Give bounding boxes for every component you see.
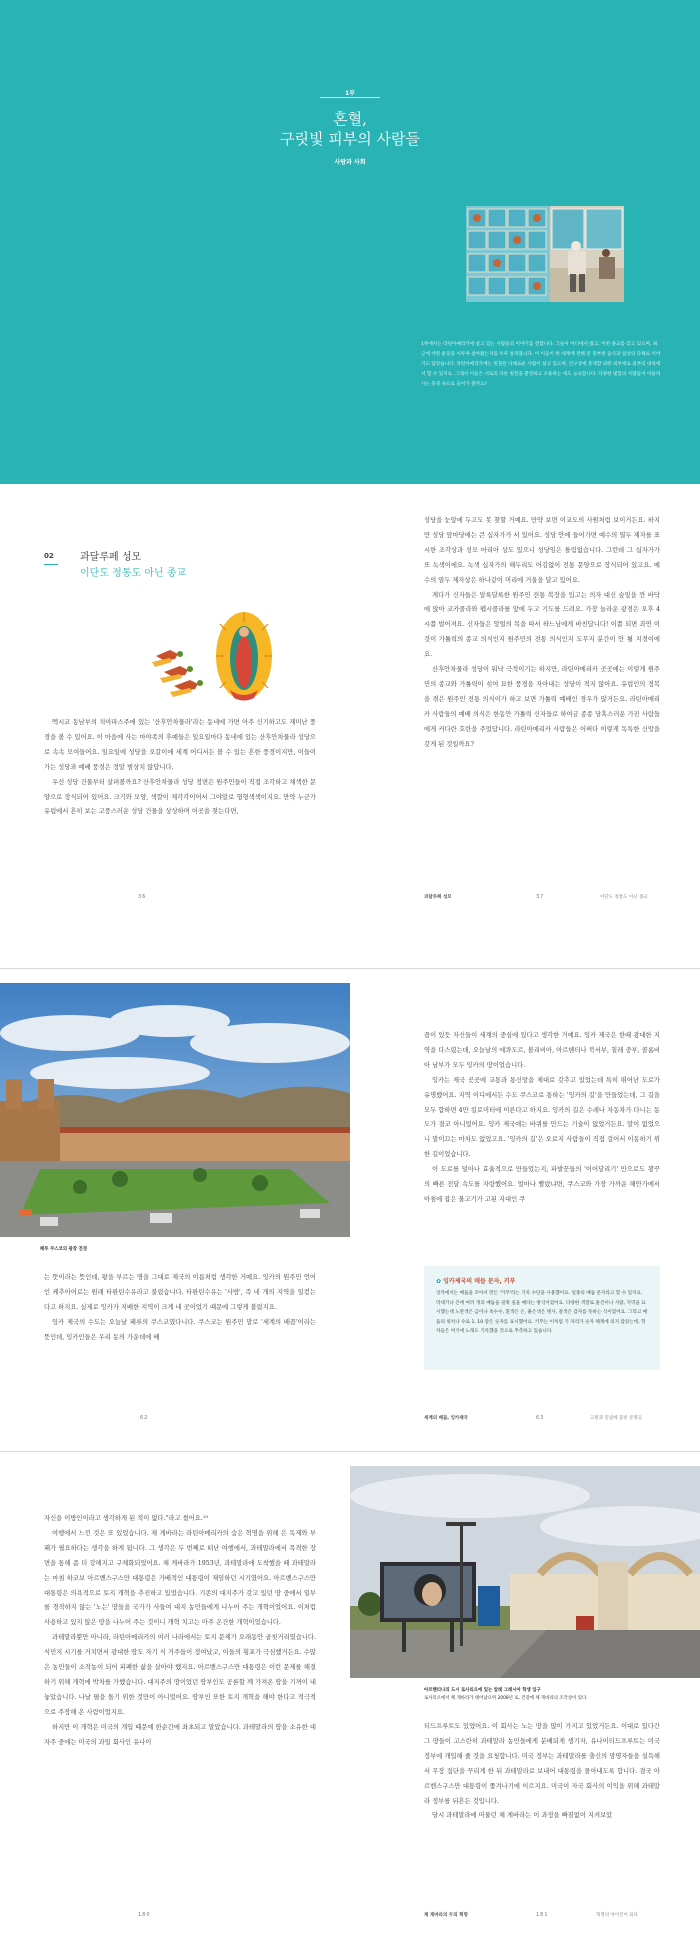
paragraph: 는 뜻이라는 뜻인데, 왕을 부르는 명을 그대로 제국의 이름처럼 생각한 거예요. 잉카의 원주민 언어인 케추아어로는 원래 타완틴수유라고 불렀습니다. 타완틴수유는 '사방', 즉 네 개의 지역을 일컫는다고 하지요. 실제로 잉카가 지배한 지역이 크게 네 곳이었기 때문에 그렇게 불렀지요. [44, 1274, 316, 1311]
box-title: 잉카제국의 매듭 문자, 키푸 [443, 1278, 516, 1285]
photo-caption [424, 1687, 588, 1703]
page-number: 62 [140, 1415, 149, 1421]
section-rule [44, 564, 58, 565]
chapter-rule [320, 97, 380, 98]
paragraph: 멕시코 동남부의 치아파스주에 있는 '산후안차물라'라는 동네에 가면 아주 신기하고도 재미난 풍경을 볼 수 있어요. 이 마을에 사는 마야족의 후예들은 일요일마다 동네에 있는 산후안차물라 성당으로 속속 모여들어요. 일요일에 성당을 오갈이에 세계 어디서든 볼 수 있는 흔한 풍경이지만, 이들이 가는 성당과 예배 풍경은 정말 범상치 않답니다. [44, 719, 316, 771]
page-number: 37 [536, 894, 545, 900]
spread-guadalupe [0, 484, 700, 968]
spread-che [0, 1452, 700, 1936]
che-billboard-photo [350, 1466, 700, 1678]
knot-icon: ✿ [436, 1278, 442, 1285]
chapter-title-line1: 혼혈, [333, 110, 367, 128]
running-footer-left: 과달루페 성모 [424, 895, 452, 900]
running-footer-right: 혁명의 아이콘이 되다 [596, 1913, 638, 1918]
paragraph: 당시 과테말라에 머물던 체 게바라는 이 과정을 빠짐없이 지켜보았 [432, 1812, 613, 1820]
body-text-right [424, 1029, 660, 1208]
caption-line: 로사리오에서 체 게바라가 태어났으며 2008년 로, 건강에 체 게바라의 조각상이 있다. [424, 1696, 588, 1701]
chapter-subtitle: 사람과 사회 [334, 159, 366, 166]
paragraph: 게다가 신자들은 알록달록한 원주민 전통 복장을 입고는 의자 대신 숲잎을 깐 바닥에 앉아 코카콜라와 펩시콜라를 앞에 두고 기도를 드려요. 가장 놀라운 광경은 오후 4시쯤 벌어져요. 신자들은 앙얼의 목을 따서 하느님에게 바친답니다! 이쯤 되면 과연 이것이 가톨릭의 종교 의식인지 원주민의 전통 의식인지 도무지 분간이 안 될 지경이에요. [424, 591, 660, 659]
cover-photo-tiled-wall [466, 206, 624, 302]
paragraph: 이 도로를 덜아나 효율적으로 만들었는지, 파발꾼들의 '이어달리기' 만으로도 꽝꾸의 빠른 전달 속도를 자랑했어요. 얼마나 빨랐냐면, 쿠스코와 가장 가까운 해안가에서 아침에 잡은 물고기가 고된 지대인 쿠 [424, 1166, 660, 1203]
page-number: 36 [138, 894, 147, 900]
paragraph: 산후안차물라 성당이 워낙 극적이기는 하지만, 라틴아메리카 곳곳에는 이렇게 원주민의 종교와 가톨릭이 섞여 묘한 풍경을 자아내는 성당이 적지 않아요. 유럽인의 정복을 겪은 원주민 전통 의식이가 하고 보면 가톨릭 예배인 경우가 많거든요. 라틴아메리카 사람들의 예배 의식은 한동안 가톨릭 신자들로 하여금 종종 당혹스러운 가진 사람들에게 커다란 호란을 주었답니다. 라틴아메리카 사람들은 어쩌다 이렇게 독특한 신앙을 갖게 된 것일까요? [424, 666, 660, 748]
box-text: 잉카에서는 매듭을 꼬아서 만든 '키푸'라는 기록 수단을 사용했어요. 일종의 매듭 문자라고 할 수 있지요. 막대기나 끈에 여러 개의 매듭을 길쭉 실을 매다는 방식이었어요. 다양한 색깔로 물건이나 사람, 지역을 표시했는데 노란색은 금이나 옥수수, 흰색은 은, 붉은색은 병사, 갈색은 감자를 뜻하는 식이었어요. 그리고 매듭의 위치나 수로 1, 10 같은 숫자를 표시했어요. 키푸는 이처럼 기 자리가 숫자 체계에 의지 않았는데, 학자들은 여기에 노래도 기록했을 것으로 추측하고 있습니다. [436, 1291, 648, 1334]
chapter-intro-text: 1부에서는 라틴아메리카에 살고 있는 사람들의 이야기를 전합니다. 그들이 어디에서 왔고, 어떤 종교를 갖고 있으며, 최근에 어떤 운동을 이루며 살아왔는지를 두루 살펴봅니다. 이 이들이 한 세계에 전해 준 풍부한 음식과 일상의 다채로 이야기도 담았습니다. 라틴아메리카에는 원칠된 다채로운 사람이 살고 있으며, 인구상에 혼재할 외한 외부세로 외부의 대륙에서 할 수 있지요. 그래서 이들은 서로의 다른 빛깔을 환영하고 포용하는 데도 능숙합니다. 다양한 빛깔의 사람들이 어울려 사는 풍경 속으로 들어가 볼까요? [421, 342, 661, 387]
spread-inca [0, 969, 700, 1451]
paragraph: 여행에서 느낀 것은 또 있었습니다. 제 게바라는 라틴아메리카의 숨은 혁명을 위해 은 독재와 부패가 필요하다는 생각을 하게 됩니다. 그 생각은 두 번째로 떠난 여행에서, 과테말라에서 목격한 장면을 통해 좀 더 강해지고 구체화되었어요. 체 게바라가 1953년, 과테말라에 도착했을 때 과테말라는 마침 하코보 아르벤스구스만 대통령은 가베적인 대통령이 재임하던 시기였어요. 아르벤스구스만 대통령은 의욕적으로 토지 개혁을 추진하고 있었습니다. 기존의 대지주가 갖고 있던 땅 중에서 일부를 경작하지 않는 '노는' 땅들을 국가가 사들여 대지 농민들에게 나누어 주는 개혁이었어요. 이처럼 사용하고 있지 않은 땅을 나누어 주는 것이니 개혁 치고는 아주 온건한 개혁이었습니다. [44, 1529, 316, 1627]
running-footer-left: 세계의 배꼽, 잉카제국 [424, 1416, 468, 1421]
chapter-cover-page [0, 0, 700, 484]
cusco-plaza-photo [0, 983, 350, 1237]
guadalupe-illustration [150, 612, 276, 704]
paragraph: 잉카는 제국 곳곳에 교통과 통신망을 제대로 갖추고 있었는데 특히 뛰어난 도로가 유명했어요. 지역 이디에서든 수도 쿠스코로 통하는 '잉카의 길'을 만들었는데, 그 길을 모두 합하면 4만 킬로미터에 이른다고 하지요. 잉카의 길은 수레나 자동차가 다니는 동도가 결코 아니었어요. 잉카 제국에는 바퀴를 만드는 기술이 없었거든요. 말이 없었으니 말이끄는 마차도 없었고요. '잉카의 길'은 오로지 사람들이 직접 걸어서 이동하기 위한 길이었습니다. [424, 1076, 660, 1159]
chapter-number: 1부 [345, 90, 355, 97]
page-number: 180 [138, 1912, 151, 1918]
page-number: 181 [536, 1912, 549, 1918]
paragraph: 꼽이 있듯 자신들이 세계의 중심에 있다고 생각한 거예요. 잉카 제국은 한때 광대한 지역을 다스렸는데, 오늘날의 에콰도르, 볼리비아, 아르헨티나 북서부, 칠레 중부, 콜롬비아 남부가 모두 잉카의 땅이었습니다. [424, 1032, 660, 1069]
section-subtitle: 이단도 정통도 아닌 종교 [80, 568, 187, 579]
page-number: 63 [536, 1415, 545, 1421]
running-footer-right: 이단도 정통도 아닌 종교 [600, 895, 648, 900]
paragraph: 잉카 제국의 수도는 오늘날 페루의 쿠스코였다니다. 쿠스코는 원주민 말로 '세계의 배꼽'이라는 뜻인데, 잉카인들은 우리 동의 가운데에 배 [44, 1318, 316, 1341]
caption-line: 아르헨티나의 도시 로사리오에 있는 알레 그레시아 학생 입구 [424, 1688, 541, 1693]
paragraph: 티드프루트도 있었어요. 이 회사는 노는 땅을 많이 가지고 있었거든요. 이대로 있다간 그 땅들이 고스란히 과테말라 농민들에게 분배되게 생기자, 유나이티드프루트는 미국 정부에 개입해 줄 것을 요청합니다. 미국 정부는 과테말라를 출신의 망명자들을 설득해서 무장 집단을 꾸리게 한 뒤 과테말라로 보내어 대통령을 몰아내도록 합니다. 결국 아르벤스구스만 대통령이 쫓겨나기에 이르지요. 미국이 자국 회사의 이익을 위해 과테말라 정부를 뒤흔든 것입니다. [424, 1723, 660, 1805]
paragraph: 우선 성당 건물부터 살펴볼까요? 산후안차물라 성당 정면은 원주민들이 직접 조각하고 채색한 문양으로 장식되어 있어요. 크기와 모양, 색깔이 제각각이어서 그야말로 형형색색이지요. 만약 누군가 유럽에서 흔히 보는 고풍스러운 성당 건물을 상상하며 이곳을 찾는다면, [44, 778, 316, 816]
section-title: 과달루페 성모 [80, 552, 142, 563]
body-text-right [424, 514, 660, 753]
body-text-left [44, 1512, 316, 1751]
photo-caption: 페루 쿠스코의 광장 전경 [40, 1247, 88, 1252]
running-footer-left: 체 게바라의 두의 혁명 [424, 1913, 468, 1918]
sidebar-box-quipu [424, 1266, 660, 1370]
chapter-title-line2: 구릿빛 피부의 사람들 [280, 130, 420, 148]
paragraph: 과테말라뿐만 아니라, 라틴아메리카의 여러 나라에서는 토지 문제가 오래동안 골칫거리였습니다. 식민지 시기를 거치면서 광대한 땅도 자기 식 거주들이 정여났고, 이들의 횡포가 극심했거든요. 수많은 농민들이 소작농이 되어 피폐한 삶을 살아야 했지요. 아르벤스구스만 대통령은 이런 문제를 해결하기 위해 개혁에 박차를 가했습니다. 대지주의 땅이었던 땅부인도 공론할 깨 가져온 땅을 기꺼이 내놓았습니다. 나날 펼을 돌기 위한 것만이 아니었어요. 땅부인 또한 토지 개혁을 해야 한다고 적극적으로 주장해 온 사람이었지요. [44, 1634, 316, 1716]
paragraph: 성당을 눈앞에 두고도 못 찾할 거예요. 만약 보면 이교도의 사원처럼 보이거든요. 하지만 성당 앞마당에는 큰 십자가가 서 있어요. 성당 안에 들어가면 예수의 열두 제자를 표시한 조각상과 성모 마리아 상도 있으니 성당임은 틀림없습니다. 그런데 그 십자가가 또 녹색이에요. 녹색 십자가의 해두리도 어김없이 전통 문양으로 장식되어 있고요. 예수의 열두 제자상은 하나같이 머리에 거울을 달고 있어요. [424, 517, 660, 584]
box-title-row [436, 1276, 648, 1285]
paragraph: 하지만 이 개혁은 미국의 개입 때문에 한순간에 좌초되고 말았습니다. 과테말라의 땅을 소유한 대자주 중에는 미국의 과일 회사인 유나이 [44, 1723, 316, 1746]
running-footer-right: 고원과 밀림에 꽃핀 문명들 [590, 1416, 643, 1421]
section-number: 02 [44, 552, 54, 560]
body-text-left [44, 716, 316, 820]
body-text-right [424, 1720, 660, 1824]
body-text-left [44, 1271, 316, 1346]
paragraph: 자신을 이방인이라고 생각하게 된 적이 없다."라고 썼어요.¹⁹ [44, 1515, 208, 1522]
